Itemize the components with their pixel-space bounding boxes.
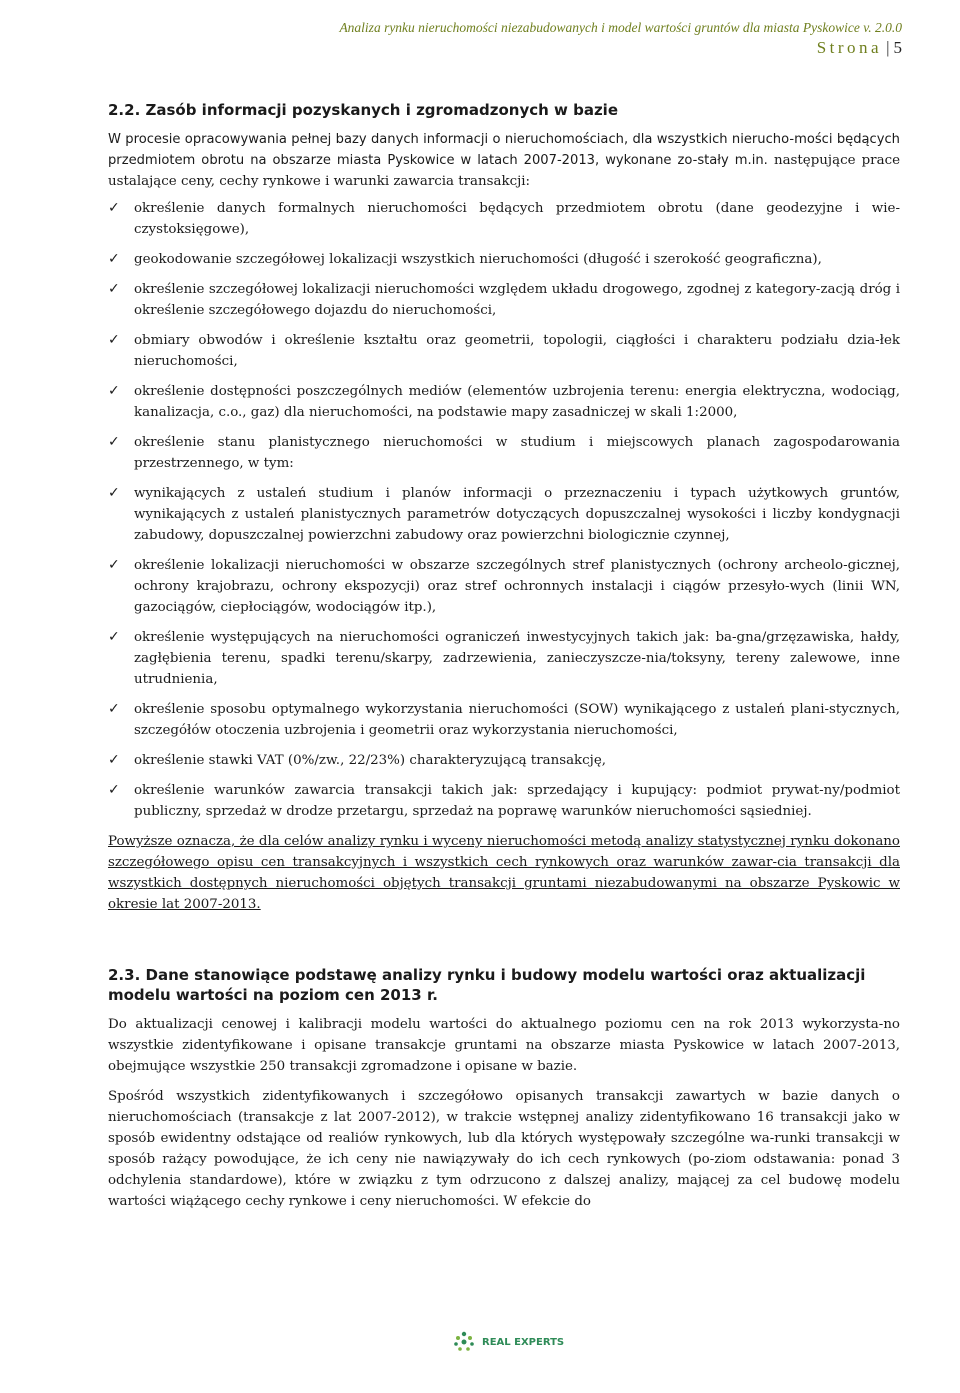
running-header-title: Analiza rynku nieruchomości niezabudowanych i model wartości gruntów dla miasta Pyskowice v. 2.0.0 xyxy=(339,20,902,35)
logo-text: REAL EXPERTS xyxy=(482,1336,565,1348)
check-icon: ✓ xyxy=(108,332,120,348)
list-item-text: określenie danych formalnych nieruchomości będących przedmiotem obrotu (dane geodezyjne i wie-czystoksięgowe), xyxy=(134,201,900,237)
check-icon: ✓ xyxy=(108,752,120,768)
check-icon: ✓ xyxy=(108,434,120,450)
section-2-3-paragraph-1: Do aktualizacji cenowej i kalibracji modelu wartości do aktualnego poziomu cen na rok 2013 wykorzysta-no wszystkie zidentyfikowane i opisane transakcje gruntami na obszarze miasta Pyskowice w latach 2007-2013, obejmujące wszystkie 250 transakcji zgromadzone i opisane w bazie. xyxy=(108,1017,900,1074)
page-number: 5 xyxy=(893,38,902,57)
check-icon: ✓ xyxy=(108,251,120,267)
check-icon: ✓ xyxy=(108,200,120,216)
intro-part-b: następujące prace ustalające ceny, cechy rynkowe i warunki zawarcia transakcji: xyxy=(108,153,900,189)
list-item xyxy=(108,279,900,321)
section-2-2-intro xyxy=(108,129,900,192)
list-item-text: określenie stanu planistycznego nieruchomości w studium i miejscowych planach zagospodarowania przestrzennego, w tym: xyxy=(134,435,900,471)
list-item xyxy=(108,555,900,618)
list-item xyxy=(108,699,900,741)
list-item xyxy=(108,750,900,771)
list-item xyxy=(108,627,900,690)
check-icon: ✓ xyxy=(108,557,120,573)
list-item xyxy=(108,780,900,822)
list-item xyxy=(108,432,900,474)
list-item-text: określenie szczegółowej lokalizacji nieruchomości względem układu drogowego, zgodnej z kategory-zacją dróg i określenie szczegółowego dojazdu do nieruchomości, xyxy=(134,282,900,318)
intro-part-a: W procesie opracowywania pełnej bazy danych informacji o nieruchomościach, dla wszystkich nierucho-mości będących przedmiotem obrotu na obszarze miasta Pyskowice w latach 2007-2013, wykonane zo-stały m.in. xyxy=(108,132,900,168)
check-icon: ✓ xyxy=(108,383,120,399)
summary-paragraph: Powyższe oznacza, że dla celów analizy rynku i wyceny nieruchomości metodą analizy statystycznej rynku dokonano szczegółowego opisu cen transakcyjnych i wszystkich cech rynkowych oraz warunków zawar-cia transakcji dla wszystkich dostępnych nieruchomości objętych transakcji gruntami niezabudowanymi na obszarze Pyskowic w okresie lat 2007-2013. xyxy=(108,834,900,912)
list-item-text: obmiary obwodów i określenie kształtu oraz geometrii, topologii, ciągłości i charakteru podziału dzia-łek nieruchomości, xyxy=(134,333,900,369)
section-2-2-heading: 2.2. Zasób informacji pozyskanych i zgromadzonych w bazie xyxy=(108,101,618,119)
list-item-text: określenie sposobu optymalnego wykorzystania nieruchomości (SOW) wynikającego z ustaleń plani-stycznych, szczegółów otoczenia uzbrojenia i geometrii oraz wykorzystania nieruchomości, xyxy=(134,702,900,738)
section-2-3 xyxy=(108,965,900,1212)
list-item-text: geokodowanie szczegółowej lokalizacji wszystkich nieruchomości (długość i szerokość geograficzna), xyxy=(134,252,822,267)
list-item xyxy=(108,330,900,372)
list-item-text: określenie stawki VAT (0%/zw., 22/23%) charakteryzującą transakcję, xyxy=(134,753,606,768)
check-icon: ✓ xyxy=(108,281,120,297)
section-2-3-paragraph-2: Spośród wszystkich zidentyfikowanych i szczegółowo opisanych transakcji zawartych w bazie danych o nieruchomościach (transakcje z lat 2007-2012), w trakcie wstępnej analizy zidentyfikowano 16 transakcji jako w sposób ewidentny odstające od realiów rynkowych, lub dla których występowały szczególne wa-runki transakcji w sposób rażący powodujące, że ich ceny nie nawiązywały do ich cech rynkowych (po-ziom odstawania: ponad 3 odchylenia standardowe), które w związku z tym odrzucono z dalszej analizy, mającej za cel budowę modelu wartości wiążącego cechy rynkowe i ceny nieruchomości. W efekcie do xyxy=(108,1089,900,1209)
check-icon: ✓ xyxy=(108,782,120,798)
list-item-text: określenie występujących na nieruchomości ograniczeń inwestycyjnych takich jak: ba-gna/grzęzawiska, hałdy, zagłębienia terenu, spadki terenu/skarpy, zadrzewienia, zanieczyszcze-nia/toksyny, tereny zalewowe, inne utrudnienia, xyxy=(134,630,900,687)
check-icon: ✓ xyxy=(108,701,120,717)
work-items-list xyxy=(108,198,900,822)
list-item xyxy=(108,198,900,240)
page-separator: | xyxy=(886,38,890,57)
check-icon: ✓ xyxy=(108,629,120,645)
list-item-text: wynikających z ustaleń studium i planów informacji o przeznaczeniu i typach użytkowych gruntów, wynikających z ustaleń planistycznych parametrów dotyczących dopuszczalnej wysokości i liczby kondygnacji zabudowy, dopuszczalnej powierzchni zabudowy oraz powierzchni biologicznie czynnej, xyxy=(134,486,900,543)
check-icon: ✓ xyxy=(108,485,120,501)
real-experts-logo xyxy=(452,1330,564,1354)
document-body xyxy=(108,100,900,1221)
list-item xyxy=(108,483,900,546)
list-item-text: określenie dostępności poszczególnych mediów (elementów uzbrojenia terenu: energia elektryczna, wodociąg, kanalizacja, c.o., gaz) dla nieruchomości, na podstawie mapy zasadniczej w skali 1:2000, xyxy=(134,384,900,420)
list-item xyxy=(108,249,900,270)
list-item xyxy=(108,381,900,423)
page-indicator xyxy=(817,38,902,58)
list-item-text: określenie lokalizacji nieruchomości w obszarze szczególnych stref planistycznych (ochrony archeolo-gicznej, ochrony krajobrazu, ochrony ekspozycji) oraz stref ochronnych instalacji i ciągów przesyło-wych (linii WN, gazociągów, ciepłociągów, wodociągów itp.), xyxy=(134,558,900,615)
page-label: Strona xyxy=(816,38,883,57)
list-item-text: określenie warunków zawarcia transakcji takich jak: sprzedający i kupujący: podmiot prywat-ny/podmiot publiczny, sprzedaż w drodze przetargu, sprzedaż na poprawę warunków nieruchomości sąsiedniej. xyxy=(134,783,900,819)
section-2-3-heading: 2.3. Dane stanowiące podstawę analizy rynku i budowy modelu wartości oraz aktualizacji modelu wartości na poziom cen 2013 r. xyxy=(108,966,866,1004)
logo-mark-icon xyxy=(452,1330,476,1354)
